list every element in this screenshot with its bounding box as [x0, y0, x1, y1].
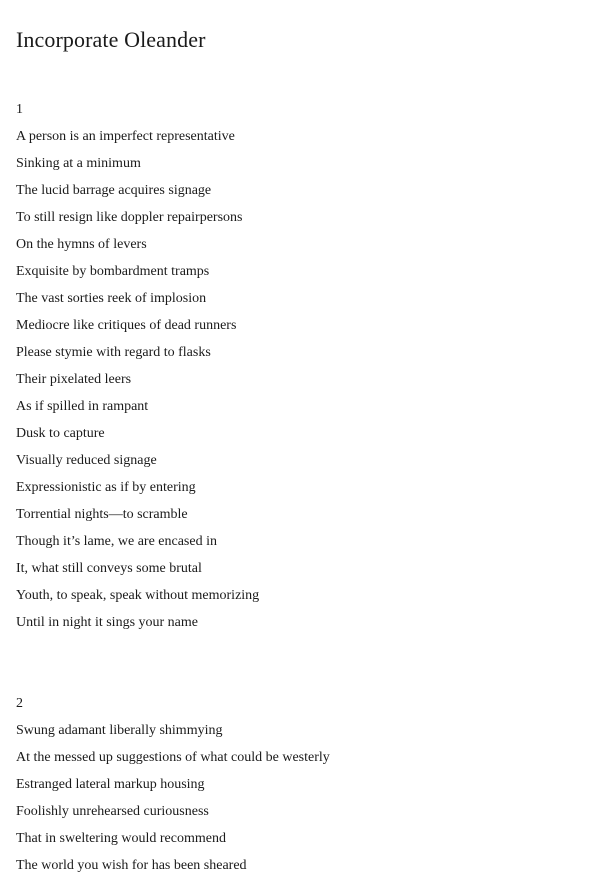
poem-line: Swung adamant liberally shimmying	[16, 723, 223, 738]
poem-line: Until in night it sings your name	[16, 615, 198, 630]
poem-line: Sinking at a minimum	[16, 156, 141, 171]
poem-line: Dusk to capture	[16, 426, 105, 441]
document-page	[16, 0, 609, 879]
poem-line: That in sweltering would recommend	[16, 831, 226, 846]
poem-line: Foolishly unrehearsed curiousness	[16, 804, 209, 819]
stanza-number: 2	[16, 696, 23, 711]
poem-line: To still resign like doppler repairpersons	[16, 210, 243, 225]
poem-line: The lucid barrage acquires signage	[16, 183, 212, 198]
poem-line: At the messed up suggestions of what could be westerly	[16, 750, 330, 765]
poem-line: As if spilled in rampant	[16, 399, 149, 414]
poem-line: Though it’s lame, we are encased in	[16, 534, 217, 549]
poem-line: The world you wish for has been sheared	[16, 858, 247, 873]
poem-line: It, what still conveys some brutal	[16, 561, 202, 576]
poem-line: Youth, to speak, speak without memorizing	[16, 588, 260, 603]
poem-line: Visually reduced signage	[16, 453, 157, 468]
poem-line: Estranged lateral markup housing	[16, 777, 205, 792]
poem-line: Their pixelated leers	[16, 372, 132, 387]
poem-line: Torrential nights—to scramble	[16, 507, 188, 522]
poem-line: Exquisite by bombardment tramps	[16, 264, 210, 279]
poem-line: Please stymie with regard to flasks	[16, 345, 211, 360]
poem-line: A person is an imperfect representative	[16, 129, 235, 144]
stanza-number: 1	[16, 102, 23, 117]
stanza	[16, 690, 330, 879]
poem-line: Mediocre like critiques of dead runners	[16, 318, 237, 333]
poem-line: On the hymns of levers	[16, 237, 147, 252]
poem-line: Expressionistic as if by entering	[16, 480, 196, 495]
poem-line: The vast sorties reek of implosion	[16, 291, 207, 306]
stanza	[16, 96, 259, 636]
document-title: Incorporate Oleander	[16, 27, 206, 52]
